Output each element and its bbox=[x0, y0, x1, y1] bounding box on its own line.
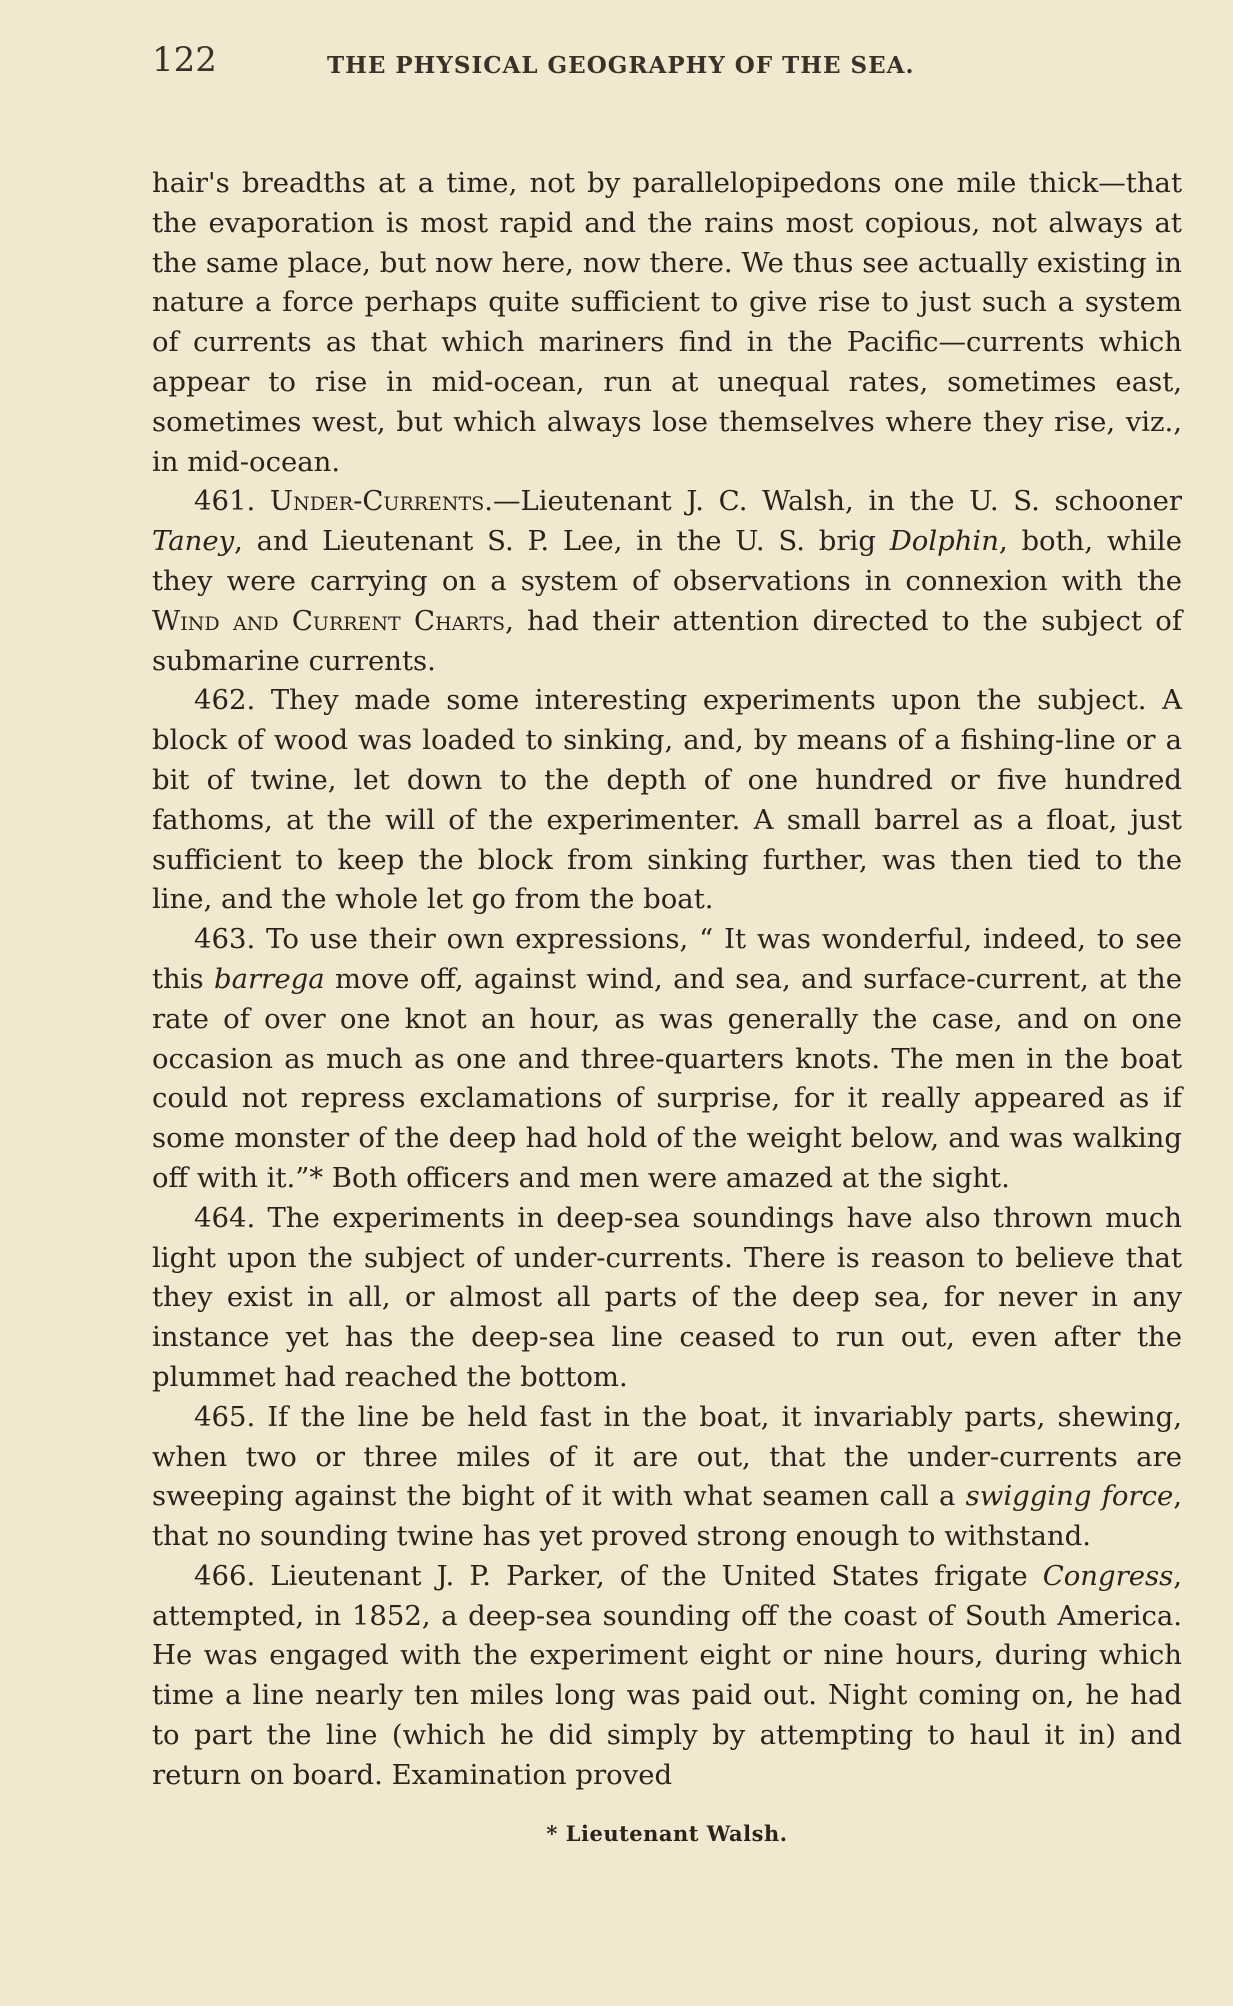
text-segment: 465. If the line be held fast in the boat, it invariably parts, shewing, when two or three miles of it are out, that the under-currents are sweeping against the bight of it with what seamen call a bbox=[152, 1400, 1182, 1513]
text-segment: , that no sounding twine has yet proved strong enough to withstand. bbox=[152, 1480, 1183, 1553]
text-segment: , both, while they were carrying on a system of observations in connexion with the bbox=[152, 525, 1182, 597]
paragraph-462: 462. They made some interesting experiments upon the subject. A block of wood was loaded to sinking, and, by means of a fishing-line or a bit of twine, let down to the depth of one hundred or five hundred fathoms, at the will of the experimenter. A small barrel as a float, just sufficient to keep the block from sinking further, was then tied to the line, and the whole let go from the boat. bbox=[152, 684, 1182, 916]
text-segment: 466. Lieutenant J. P. Parker, of the United States frigate bbox=[194, 1559, 1043, 1592]
text-segment: —Lieutenant J. C. Walsh, in the U. S. schooner bbox=[492, 485, 1182, 518]
page-header bbox=[152, 40, 1182, 92]
ship-name: Dolphin bbox=[889, 525, 999, 558]
running-head: THE PHYSICAL GEOGRAPHY OF THE SEA. bbox=[327, 52, 915, 79]
ship-name: Congress bbox=[1042, 1559, 1174, 1592]
paragraph-465 bbox=[152, 1398, 1182, 1557]
paragraph-463 bbox=[152, 920, 1182, 1199]
paragraph-464: 464. The experiments in deep-sea soundings have also thrown much light upon the subject of under-currents. There is reason to believe that they exist in all, or almost all parts of the deep sea, for never in any instance yet has the deep-sea line ceased to run out, even after the plummet had reached the bottom. bbox=[152, 1201, 1182, 1393]
paragraph-continuation: hair's breadths at a time, not by parallelopipedons one mile thick—that the evaporation is most rapid and the rains most copious, not always at the same place, but now here, now there. We thus see actually existing in nature a force perhaps quite sufficient to give rise to just such a system of currents as that which mariners find in the Pacific—currents which appear to rise in mid-ocean, run at unequal rates, sometimes east, sometimes west, but which always lose themselves where they rise, viz., in mid-ocean. bbox=[152, 167, 1182, 478]
body-text bbox=[152, 164, 1182, 1853]
paragraph-466 bbox=[152, 1557, 1182, 1796]
paragraph-461 bbox=[152, 482, 1182, 681]
italic-term: swigging force bbox=[965, 1480, 1174, 1513]
text-segment: , had their attention directed to the subject of submarine currents. bbox=[152, 604, 1183, 677]
footnote: * Lieutenant Walsh. bbox=[546, 1820, 788, 1846]
ship-name: Taney bbox=[152, 525, 235, 558]
text-segment: , attempted, in 1852, a deep-sea sounding off the coast of South America. He was engaged with the experiment eight or nine hours, during which time a line nearly ten miles long was paid out. Night coming on, he had to part the line (which he did simply by attempting to haul it in) and return on board. Examination proved bbox=[152, 1559, 1182, 1791]
paragraph-number: 461. bbox=[194, 485, 256, 518]
text-segment: move off, against wind, and sea, and surface-current, at the rate of over one knot an hour, as was generally the case, and on one occasion as much as one and three-quarters knots. The men in the boat could not repress exclamations of surprise, for it really appeared as if some monster of the deep had hold of the weight below, and was walking off with it.”* Both officers and men were amazed at the sight. bbox=[152, 962, 1182, 1194]
text-segment: , and Lieutenant S. P. Lee, in the U. S. brig bbox=[234, 525, 890, 558]
italic-term: barrega bbox=[214, 962, 325, 995]
text-segment: 463. To use their own expressions, “ It was wonderful, indeed, to see this bbox=[152, 923, 1182, 995]
section-heading: Under-Currents. bbox=[269, 485, 493, 518]
charts-title: Wind and Current Charts bbox=[152, 604, 506, 637]
page-number: 122 bbox=[152, 40, 217, 80]
